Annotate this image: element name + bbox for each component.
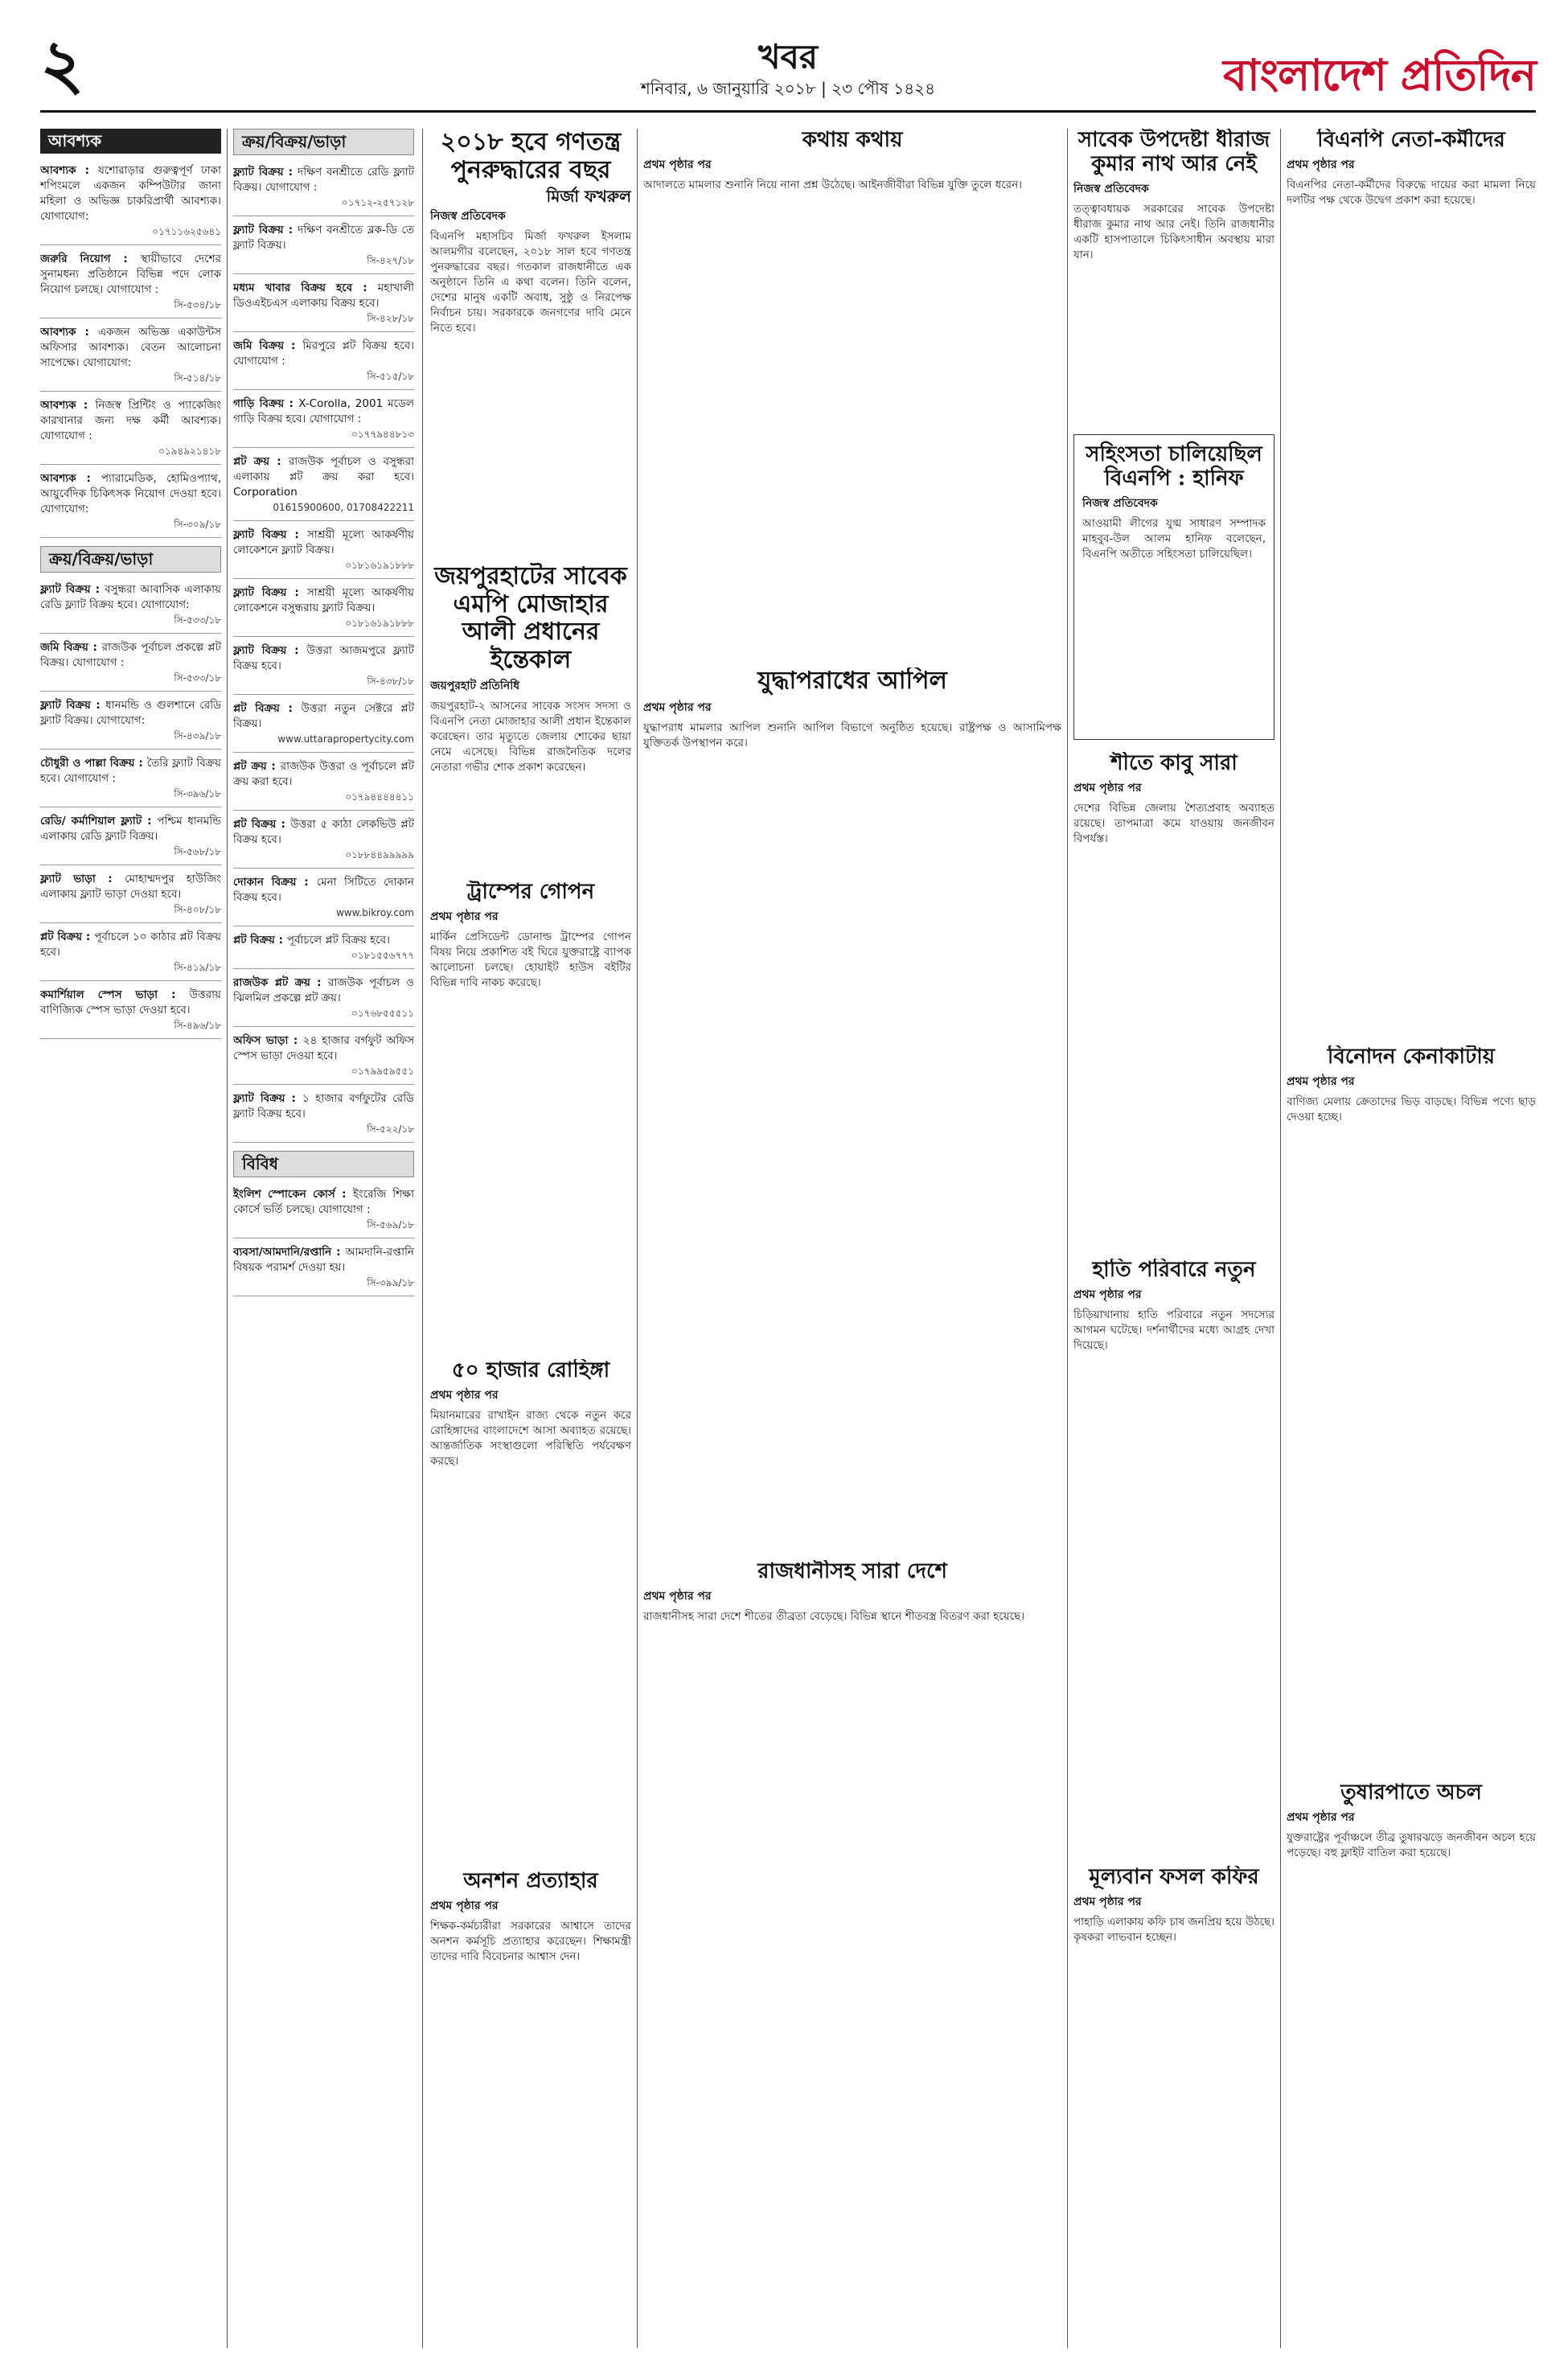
classified-ad-lead: প্লট বিক্রয় : [233,818,291,831]
classified-ad [233,1030,414,1085]
classified-ad-ref: সি-৫৩৩/১৮ [174,614,221,626]
classified-ad [233,1184,414,1238]
article-body: মার্কিন প্রেসিডেন্ট ডোনাল্ড ট্রাম্পের গোপন বিষয় নিয়ে প্রকাশিত বই ঘিরে যুক্তরাষ্ট্রে ব্যাপক আলোচনা চলছে। হোয়াইট হাউস বইটির বিভিন্ন দাবি নাকচ করেছে। [430,930,631,989]
classified-ad-lead: কমার্শিয়াল স্পেস ভাড়া : [40,988,190,1001]
classified-ad-ref: সি-৫৬৯/১৮ [367,1219,414,1230]
classified-ad-lead: প্লট ক্রয় : [233,455,289,468]
classified-ad-ref: www.uttarapropertycity.com [277,733,414,745]
classified-ad [233,393,414,448]
column-divider [422,129,423,2348]
article-body: যুদ্ধাপরাধ মামলার আপিল শুনানি আপিল বিভাগে অনুষ্ঠিত হয়েছে। রাষ্ট্রপক্ষ ও আসামিপক্ষ যুক্তিতর্ক উপস্থাপন করে। [643,721,1061,750]
classified-ad-lead: মধ্যম খাবার বিক্রয় হবে : [233,281,378,294]
classified-ad-text: রাজউক পূর্বাচল ও বসুন্ধরা এলাকায় প্লট ক্রয় করা হবে। Corporation [233,455,414,499]
classified-ad-ref: ০১৯৪৯২১৪১৮ [158,446,221,457]
classified-ad-text: ২৪ হাজার বর্গফুট অফিস স্পেস ভাড়া দেওয়া হবে। [233,1034,414,1062]
classified-ad-lead: জরুরি নিয়োগ : [40,253,141,265]
classified-ad-lead: রাজউক প্লট ক্রয় : [233,976,328,989]
classified-ad-lead: ফ্ল্যাট বিক্রয় : [233,224,298,236]
classified-ad-lead: প্লট ক্রয় : [233,760,281,773]
classified-ad-ref: ০১৭৭৯৪৪৮১৩ [351,429,414,440]
article-headline: তুষারপাতে অচল [1340,1781,1482,1805]
article-headline: ট্রাম্পের গোপন [466,881,595,904]
classified-ad [233,1088,414,1143]
classified-ad-lead: ফ্ল্যাট বিক্রয় : [233,528,307,541]
classified-ad-lead: আবশ্যক : [40,326,98,339]
classified-ad [233,335,414,390]
column-divider [227,129,228,2348]
classified-ad-text: পূর্বাচলে প্লট বিক্রয় হবে। [286,934,390,947]
article-coffee [1073,1866,1275,2344]
classified-ad-lead: রেডি/ কর্মাশিয়াল ফ্ল্যাট : [40,815,158,828]
classified-ad [40,579,221,634]
article-body: আওয়ামী লীগের যুগ্ম সাধারণ সম্পাদক মাহবুব-উল আলম হানিফ বলেছেন, বিএনপি অতীতে সহিংসতা চালিয়েছিল। [1082,516,1266,561]
article-binodon [1287,1045,1536,1769]
classified-ad-text: উত্তরা নতুন সেক্টরে প্লট বিক্রয়। [233,702,414,730]
classified-list [233,1184,414,1296]
article-dhiraj [1073,129,1275,474]
classified-ad-lead: জমি বিক্রয় : [40,641,102,654]
classified-ad-text: X-Corolla, 2001 মডেল গাড়ি বিক্রয় হবে। যোগাযোগ : [233,397,414,425]
article-tusharpat [1287,1781,1536,2344]
classified-ad [40,637,221,692]
article-headline: হাতি পরিবারে নতুন [1092,1259,1256,1282]
classified-ad [40,811,221,865]
brand-logo: বাংলাদেশ প্রতিদিন [1223,50,1536,101]
article-bnp-neta [1287,129,1536,1029]
classified-ad [40,322,221,392]
classified-ad-text: রাজউক উত্তরা ও পূর্বাচলে প্লট ক্রয় করা হবে। [233,760,414,788]
article-body: আদালতে মামলার শুনানি নিয়ে নানা প্রশ্ন উঠেছে। আইনজীবীরা বিভিন্ন যুক্তি তুলে ধরেন। [643,178,1022,191]
classified-ad [233,524,414,579]
classified-ad-ref: সি-৫৩৪/১৮ [174,299,221,310]
classified-ad-text: প্যারামেডিক, হোমিওপ্যাথ, আয়ুর্বেদিক চিকিৎসক নিয়োগ দেওয়া হবে। যোগাযোগ: [40,472,221,515]
classifieds-column-2 [233,129,414,2348]
article-gonotontro [430,129,631,547]
article-trump [430,881,631,1315]
article-kothay-kothay [643,129,1061,659]
classified-ad-lead: প্লট বিক্রয় : [40,930,95,943]
masthead [40,24,1536,113]
classified-ad-text: উত্তরায় বাণিজ্যিক স্পেস ভাড়া দেওয়া হবে। [40,988,221,1017]
article-headline: বিনোদন কেনাকাটায় [1327,1045,1496,1069]
classified-ad-text: তৈরি ফ্ল্যাট বিক্রয় হবে। যোগাযোগ : [40,757,221,785]
classified-ad [40,160,221,245]
classified-ad-text: ধানমন্ডি ও গুলশানে রেডি ফ্ল্যাট বিক্রয়। যোগাযোগ: [40,699,221,727]
article-body: দেশের বিভিন্ন জেলায় শৈত্যপ্রবাহ অব্যাহত রয়েছে। তাপমাত্রা কমে যাওয়ায় জনজীবন বিপর্যস্ত। [1073,801,1275,845]
classified-ad [40,468,221,538]
article-headline: কথায় কথায় [802,129,903,152]
article-headline: ২০১৮ হবে গণতন্ত্র পুনরুদ্ধারের বছর [440,129,622,184]
article-byline: প্রথম পৃষ্ঠার পর [1287,1074,1355,1088]
classified-ad-lead: আবশ্যক : [40,164,99,177]
article-body: শিক্ষক-কর্মচারীরা সরকারের আশ্বাসে তাদের অনশন কর্মসূচি প্রত্যাহার করেছেন। শিক্ষামন্ত্রী তাদের দাবি বিবেচনার আশ্বাস দেন। [430,1919,631,1963]
classified-ad-text: ইংরেজি শিক্ষা কোর্সে ভর্তি চলছে। যোগাযোগ : [233,1188,414,1216]
classified-ad-ref: ০১৭৯৯৫৯৫৫১ [351,1066,414,1077]
classified-ad-text: সাশ্রয়ী মূল্যে আকর্ষণীয় লোকেশনে ফ্ল্যাট বিক্রয়। [233,528,414,557]
article-byline: প্রথম পৃষ্ঠার পর [643,158,712,171]
section-title: খবর [757,37,819,76]
article-byline: প্রথম পৃষ্ঠার পর [643,700,712,714]
article-byline: নিজস্ব প্রতিবেদক [1073,182,1149,195]
article-body: বিএনপি মহাসচিব মির্জা ফখরুল ইসলাম আলমগীর বলেছেন, ২০১৮ সাল হবে গণতন্ত্র পুনরুদ্ধারের বছর। গতকাল রাজধানীতে এক অনুষ্ঠানে তিনি এ কথা বলেন। তিনি বলেন, দেশের মানুষ একটি অবাধ, সুষ্ঠু ও নিরপেক্ষ নির্বাচন চায়। সরকারকে জনগণের দাবি মেনে নিতে হবে। [430,230,631,335]
classified-ad-ref: সি-৪৯৬/১৮ [174,1020,221,1031]
article-byline: প্রথম পৃষ্ঠার পর [430,910,499,923]
classified-ad-ref: সি-৪১৯/১৮ [174,962,221,973]
classified-ad-lead: ব্যবসা/আমদানি/রপ্তানি : [233,1246,346,1259]
classified-ad-lead: চৌধুরী ও পাল্লা বিক্রয় : [40,757,147,770]
classified-ad-lead: ফ্ল্যাট বিক্রয় : [40,699,106,712]
article-headline: অনশন প্রত্যাহার [463,1870,598,1893]
classified-ad-lead: আবশ্যক : [40,472,101,485]
column-divider [637,129,638,2348]
classified-ad-ref: 01615900600, 01708422211 [273,502,414,513]
article-body: যুক্তরাষ্ট্রের পূর্বাঞ্চলে তীব্র তুষারঝড়ে জনজীবন অচল হয়ে পড়েছে। বহু ফ্লাইট বাতিল করা হয়েছে। [1287,1830,1536,1859]
classified-ad [233,1242,414,1296]
classified-ad [40,753,221,807]
classified-ad-lead: ফ্ল্যাট বিক্রয় : [233,644,307,657]
article-headline: বিএনপি নেতা-কর্মীদের [1317,129,1505,152]
article-onoshon [430,1870,631,2344]
classified-ad [233,640,414,695]
classified-ad-lead: প্লট বিক্রয় : [233,702,302,715]
classified-ad-text: স্থায়ীভাবে দেশের সুনামধন্য প্রতিষ্ঠানে বিভিন্ন পদে লোক নিয়োগ চলছে। যোগাযোগ : [40,253,221,296]
classified-list [40,579,221,1039]
classified-ad [233,277,414,332]
classified-ad-lead: জমি বিক্রয় : [233,339,303,352]
page-number: ২ [40,24,84,104]
classified-ad-ref: ০১৮১৬১৯১৮৮৮ [345,560,414,571]
classified-ad-lead: ফ্ল্যাট ভাড়া : [40,873,125,885]
article-subhead: মির্জা ফখরুল [546,187,631,206]
classified-ad-ref: সি-৫৬৮/১৮ [174,846,221,857]
classified-ad-text: রাজউক পূর্বাচল ও ঝিলমিল প্রকল্পে প্লট ক্রয়। [233,976,414,1004]
classified-ad-text: দক্ষিণ বনশ্রীতে রেডি ফ্ল্যাট বিক্রয়। যোগাযোগ : [233,166,414,194]
classified-ad-ref: সি-৪২৮/১৮ [367,313,414,324]
article-headline: জয়পুরহাটের সাবেক এমপি মোজাহার আলী প্রধানের ইন্তেকাল [434,563,627,674]
article-body: রাজধানীসহ সারা দেশে শীতের তীব্রতা বেড়েছে। বিভিন্ন স্থানে শীতবস্ত্র বিতরণ করা হয়েছে। [643,1609,1025,1623]
article-headline: যুদ্ধাপরাধের আপিল [757,667,947,695]
classified-ad [233,756,414,811]
classified-heading: ক্রয়/বিক্রয়/ভাড়া [233,129,414,155]
classified-ad-text: পশ্চিম ধানমন্ডি এলাকায় রেডি ফ্ল্যাট বিক্রয়। [40,815,221,843]
classified-ad [40,869,221,923]
article-byline: প্রথম পৃষ্ঠার পর [1073,781,1142,795]
classified-ad [233,972,414,1027]
classified-ad-text: মিরপুরে প্লট বিক্রয় হবে। যোগাযোগ : [233,339,414,368]
article-byline: প্রথম পৃষ্ঠার পর [430,1899,499,1912]
classified-ad [233,162,414,216]
article-rohingya [430,1359,631,1761]
classified-ad-lead: প্লট বিক্রয় : [233,934,287,947]
classified-ad-text: যশোরাড়ার গুরুত্বপূর্ণ ঢাকা শপিংমলে একজন কম্পিউটার জানা মহিলা ও অভিজ্ঞ চাকরিপ্রার্থী আবশ্যক। যোগাযোগ: [40,164,221,223]
classified-ad-text: একজন অভিজ্ঞ একাউন্টস অফিসার আবশ্যক। বেতন আলোচনা সাপেক্ষে। যোগাযোগ: [40,326,221,369]
classified-ad-lead: ইংলিশ স্পোকেন কোর্স : [233,1188,353,1201]
classified-ad-ref: ০১৭৬৮৫৫৫১১ [351,1008,414,1019]
classified-ad-ref: সি-৫৩৩/১৮ [174,672,221,684]
classified-ad-text: নিজস্ব প্রিন্টিং ও প্যাকেজিং কারখানার জন্য দক্ষ কর্মী আবশ্যক। যোগাযোগ : [40,399,221,442]
article-byline: প্রথম পৃষ্ঠার পর [1287,158,1355,171]
classified-ad-text: সাশ্রয়ী মূল্যে আকর্ষণীয় লোকেশনে বসুন্ধরায় ফ্ল্যাট বিক্রয়। [233,586,414,614]
date-line: শনিবার, ৬ জানুয়ারি ২০১৮ | ২৩ পৌষ ১৪২৪ [640,79,936,98]
article-headline: শীতে কাবু সারা [1110,752,1238,775]
classified-ad-lead: ফ্ল্যাট বিক্রয় : [233,166,298,179]
classified-heading: আবশ্যক [40,129,221,154]
classified-ad [40,926,221,981]
classified-ad-ref: সি-৩৯৬/১৮ [174,788,221,799]
article-body: চিড়িয়াখানায় হাতি পরিবারে নতুন সদস্যের আগমন ঘটেছে। দর্শনার্থীদের মধ্যে আগ্রহ দেখা দিয়েছে। [1073,1308,1275,1352]
classified-ad-ref: সি-৪৩৯/১৮ [174,730,221,741]
classified-ad-text: মেনা সিটিতে দোকান বিক্রয় হবে। [233,876,414,904]
classified-ad-text: উত্তরা ৫ কাঠা লেকভিউ প্লট বিক্রয় হবে। [233,818,414,846]
classified-ad [40,395,221,465]
article-byline: নিজস্ব প্রতিবেদক [1082,496,1158,510]
article-byline: প্রথম পৃষ্ঠার পর [1287,1810,1355,1824]
column-divider [1280,129,1281,2348]
classified-ad-ref: সি-৪২৭/১৮ [367,255,414,266]
classified-ad [233,930,414,969]
classified-ad-ref: সি-৫১৪/১৮ [174,372,221,384]
classified-ad-text: মোহাম্মদপুর হাউজিং এলাকায় ফ্ল্যাট ভাড়া দেওয়া হবে। [40,873,221,901]
classified-ad-ref: ০১৮১৬১৯১৮৮৮ [345,618,414,629]
classified-ad [233,451,414,521]
classified-ad-text: পূর্বাচলে ১০ কাঠার প্লট বিক্রয় হবে। [40,930,221,959]
classified-ad-ref: ০১৮১৫৫৬৭৭৭ [351,950,414,961]
article-body: বিএনপির নেতা-কর্মীদের বিরুদ্ধে দায়ের করা মামলা নিয়ে দলটির পক্ষ থেকে উদ্বেগ প্রকাশ করা হয়েছে। [1287,178,1536,207]
classified-ad [40,984,221,1039]
classified-ad-ref: ০১৮৮৪৪৯৯৯৯৯ [345,849,414,860]
classified-ad-text: মহাখালী ডিওএইচএস এলাকায় বিক্রয় হবে। [233,281,414,310]
classified-ad-lead: আবশ্যক : [40,399,96,412]
article-body: তত্ত্বাবধায়ক সরকারের সাবেক উপদেষ্টা ধীরাজ কুমার নাথ আর নেই। তিনি রাজধানীর একটি হাসপাতালে চিকিৎসাধীন অবস্থায় মারা যান। [1073,202,1275,261]
classified-list [40,160,221,538]
classified-ad-ref: সি-৪০৮/১৮ [174,904,221,915]
classified-ad-text: উত্তরা আজমপুরে ফ্ল্যাট বিক্রয় হবে। [233,644,414,672]
article-byline: প্রথম পৃষ্ঠার পর [643,1589,712,1603]
article-headline: সহিংসতা চালিয়েছিল বিএনপি : হানিফ [1086,442,1262,491]
article-headline: সাবেক উপদেষ্টা ধীরাজ কুমার নাথ আর নেই [1077,129,1270,176]
classified-ad-ref: সি-৩০৯/১৮ [174,519,221,530]
article-headline: রাজধানীসহ সারা দেশে [757,1560,947,1583]
article-byline: প্রথম পৃষ্ঠার পর [1073,1895,1142,1908]
article-byline: জয়পুরহাট প্রতিনিধি [430,680,520,692]
classified-ad [40,695,221,750]
classified-ad-text: আমদানি-রপ্তানি বিষয়ক পরামর্শ দেওয়া হয়। [233,1246,414,1274]
classified-ad-ref: সি-৩৯৯/১৮ [367,1277,414,1288]
classified-ad-lead: ফ্ল্যাট বিক্রয় : [233,1092,302,1105]
article-juddhaporadh [643,667,1061,1415]
classified-ad-lead: ফ্ল্যাট বিক্রয় : [40,583,105,596]
article-headline: মূল্যবান ফসল কফির [1089,1866,1259,1889]
article-body: বাণিজ্য মেলায় ক্রেতাদের ভিড় বাড়ছে। বিভিন্ন পণ্যে ছাড় দেওয়া হচ্ছে। [1287,1095,1536,1123]
classified-ad [233,220,414,274]
article-byline: প্রথম পৃষ্ঠার পর [1073,1288,1142,1301]
article-byline: নিজস্ব প্রতিবেদক [430,210,506,223]
classified-ad [233,872,414,926]
article-hati [1073,1259,1275,1757]
article-body: পাহাড়ি এলাকায় কফি চাষ জনপ্রিয় হয়ে উঠছে। কৃষকরা লাভবান হচ্ছেন। [1073,1915,1275,1944]
classified-heading: বিবিধ [233,1151,414,1177]
article-body: জয়পুরহাট-২ আসনের সাবেক সংসদ সদস্য ও বিএনপি নেতা মোজাহার আলী প্রধান ইন্তেকাল করেছেন। তার মৃত্যুতে জেলায় শোকের ছায়া নেমে এসেছে। বিভিন্ন রাজনৈতিক দলের নেতারা গভীর শোক প্রকাশ করেছেন। [430,700,631,774]
classified-ad-ref: সি-৫২২/১৮ [367,1123,414,1135]
article-headline: ৫০ হাজার রোহিঙ্গা [451,1359,610,1382]
classified-ad [40,248,221,318]
classifieds-column-1 [40,129,221,2348]
column-divider [1067,129,1068,2348]
classified-ad-text: বসুন্ধরা আবাসিক এলাকায় রেডি ফ্ল্যাট বিক্রয় হবে। যোগাযোগ: [40,583,221,611]
classified-ad-ref: ০১৭১১৬২৫৬৪১ [152,226,221,237]
classified-ad-text: রাজউক পূর্বাচল প্রকল্পে প্লট বিক্রয়। যোগাযোগ : [40,641,221,669]
classified-ad-ref: www.bikroy.com [336,907,414,918]
article-byline: প্রথম পৃষ্ঠার পর [430,1388,499,1402]
classified-ad [233,582,414,637]
article-joypurhat [430,563,631,796]
article-body: মিয়ানমারের রাখাইন রাজ্য থেকে নতুন করে রোহিঙ্গাদের বাংলাদেশে আসা অব্যাহত রয়েছে। আন্তর্জাতিক সংস্থাগুলো পরিস্থিতি পর্যবেক্ষণ করছে। [430,1408,631,1468]
classified-ad-ref: ০১৭৯৪৪৪৪৪১১ [345,791,414,803]
classified-ad-ref: ০১৭১২-২৫৭১২৮ [341,197,414,208]
classified-ad-lead: ফ্ল্যাট বিক্রয় : [233,586,307,599]
article-sheete-kabu [1073,752,1275,1251]
classified-ad-lead: গাড়ি বিক্রয় : [233,397,299,410]
classified-ad-lead: অফিস ভাড়া : [233,1034,303,1047]
classified-list [233,162,414,1143]
classified-ad [233,698,414,753]
classified-ad-ref: সি-৫১৫/১৮ [367,371,414,382]
classified-ad [233,814,414,869]
classified-ad-text: ১ হাজার বর্গফুটের রেডি ফ্ল্যাট বিক্রয় হবে। [233,1092,414,1120]
classified-ad-ref: সি-৪৩৮/১৮ [367,676,414,687]
classified-heading: ক্রয়/বিক্রয়/ভাড়া [40,546,221,573]
classified-ad-lead: দোকান বিক্রয় : [233,876,317,889]
article-hanif [1073,434,1275,740]
article-rajdhani [643,1560,1061,2344]
classified-ad-text: দক্ষিণ বনশ্রীতে ব্লক-ডি তে ফ্ল্যাট বিক্রয়। [233,224,414,252]
